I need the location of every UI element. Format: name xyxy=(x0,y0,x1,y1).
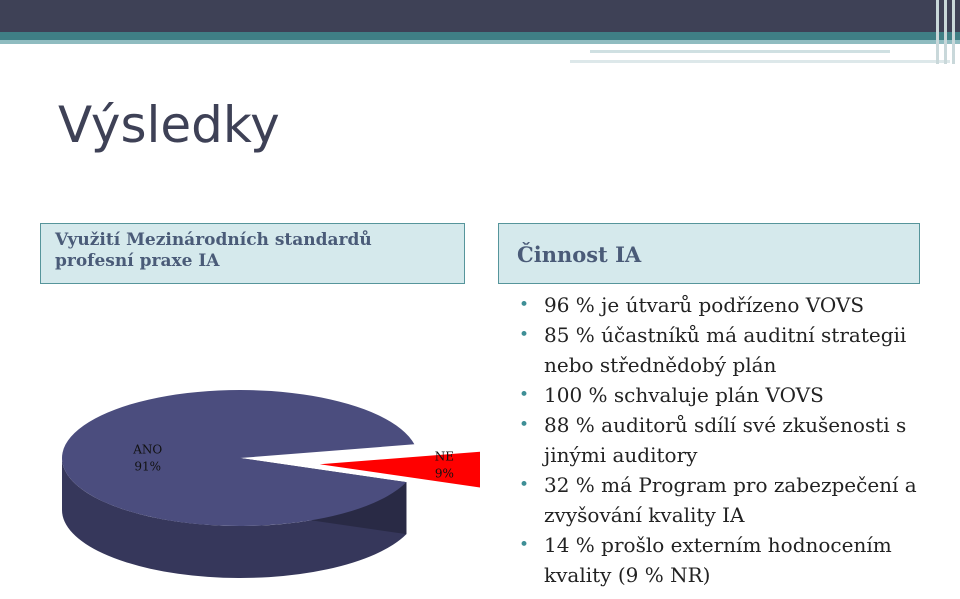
left-header-line2: profesní praxe IA xyxy=(55,251,220,271)
decor-stripe xyxy=(570,60,950,63)
bullet-dot-icon: • xyxy=(519,475,530,495)
slide-title: Výsledky xyxy=(58,96,280,154)
bullet-line: kvality (9 % NR) xyxy=(544,563,711,587)
right-header-box xyxy=(498,223,920,284)
decor-vstripe xyxy=(952,0,955,64)
left-header-line1: Využití Mezinárodních standardů xyxy=(55,230,372,250)
bullet-dot-icon: • xyxy=(519,415,530,435)
bullet-item xyxy=(510,410,950,470)
pie-slice-ano xyxy=(62,390,414,578)
bullet-line: nebo střednědobý plán xyxy=(544,353,777,377)
bullet-line: 96 % je útvarů podřízeno VOVS xyxy=(544,293,865,317)
top-decor-bar xyxy=(0,0,960,32)
pie-chart xyxy=(40,380,480,590)
bullet-line: 100 % schvaluje plán VOVS xyxy=(544,383,824,407)
bullet-item xyxy=(510,290,950,320)
right-header-title: Činnost IA xyxy=(517,242,642,267)
thin-decor-band xyxy=(0,40,960,44)
pie-value-label-ano: 91% xyxy=(134,459,162,474)
bullet-dot-icon: • xyxy=(519,325,530,345)
bullet-line: 14 % prošlo externím hodnocením xyxy=(544,533,892,557)
pie-label-ne: NE xyxy=(434,449,454,464)
bullet-line: 85 % účastníků má auditní strategii xyxy=(544,323,907,347)
bullet-item xyxy=(510,470,950,530)
bullet-item xyxy=(510,380,950,410)
bullet-dot-icon: • xyxy=(519,535,530,555)
bullet-line: 32 % má Program pro zabezpečení a xyxy=(544,473,917,497)
bullet-dot-icon: • xyxy=(519,385,530,405)
bullet-item xyxy=(510,530,950,590)
bullet-item xyxy=(510,320,950,380)
bullet-line: zvyšování kvality IA xyxy=(544,503,745,527)
bullet-list xyxy=(510,290,950,590)
bullet-line: jinými auditory xyxy=(544,443,698,467)
pie-label-ano: ANO xyxy=(133,442,163,457)
left-header-box xyxy=(40,223,465,284)
decor-vstripe xyxy=(944,0,947,64)
pie-slice-top xyxy=(62,390,414,526)
pie-value-label-ne: 9% xyxy=(434,466,454,481)
bullet-line: 88 % auditorů sdílí své zkušenosti s xyxy=(544,413,907,437)
teal-decor-band xyxy=(0,32,960,40)
bullet-dot-icon: • xyxy=(519,295,530,315)
decor-stripe xyxy=(590,50,890,53)
decor-vstripe xyxy=(936,0,939,64)
